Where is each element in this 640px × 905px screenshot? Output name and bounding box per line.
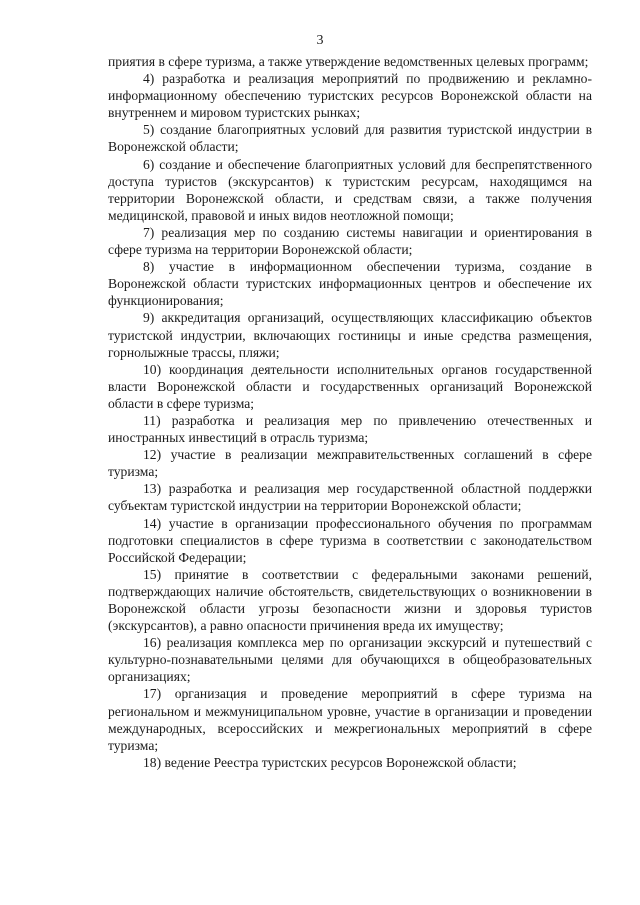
paragraph-item-13: 13) разработка и реализация мер государственной областной поддержки субъектам туристской индустрии на территории Воронежской области;: [108, 481, 592, 514]
paragraph-item-18: 18) ведение Реестра туристских ресурсов Воронежской области;: [143, 754, 517, 770]
paragraph-item-8: 8) участие в информационном обеспечении туризма, создание в Воронежской области туристских информационных центров и обеспечение их функционирования;: [108, 259, 592, 309]
paragraph-item-9: 9) аккредитация организаций, осуществляющих классификацию объектов туристской индустрии, включающих гостиницы и иные средства размещения, горнолыжные трассы, пляжи;: [108, 310, 592, 360]
paragraph-item-4: 4) разработка и реализация мероприятий по продвижению и рекламно-информационному обеспечению туристских ресурсов Воронежской области на внутреннем и мировом туристских рынках;: [108, 71, 592, 121]
paragraph-item-6: 6) создание и обеспечение благоприятных условий для беспрепятственного доступа туристов (экскурсантов) к туристским ресурсам, находящимся на территории Воронежской области, и средствам связи, а также получения медицинской, правовой и иных видов неотложной помощи;: [108, 156, 592, 223]
paragraph-item-10: 10) координация деятельности исполнительных органов государственной власти Воронежской области и государственных организаций Воронежской области в сфере туризма;: [108, 361, 592, 411]
paragraph-continuation: приятия в сфере туризма, а также утверждение ведомственных целевых программ;: [108, 54, 589, 69]
paragraph-item-17: 17) организация и проведение мероприятий в сфере туризма на региональном и межмуниципальном уровне, участие в организации и проведении международных, всероссийских и межрегиональных мероприятий в сфере туризма;: [108, 686, 592, 753]
paragraph-item-15: 15) принятие в соответствии с федеральными законами решений, подтверждающих наличие обстоятельств, свидетельствующих о возникновении в Воронежской области угрозы безопасности жизни и здоровья туристов (экскурсантов), а равно опасности причинения вреда их имуществу;: [108, 566, 592, 634]
paragraph-item-5: 5) создание благоприятных условий для развития туристской индустрии в Воронежской области;: [108, 122, 592, 155]
document-body: [108, 53, 592, 771]
paragraph-item-14: 14) участие в организации профессионального обучения по программам подготовки специалистов в сфере туризма в соответствии с законодательством Российской Федерации;: [108, 515, 592, 565]
paragraph-item-7: 7) реализация мер по созданию системы навигации и ориентирования в сфере туризма на территории Воронежской области;: [108, 224, 592, 258]
paragraph-item-11: 11) разработка и реализация мер по привлечению отечественных и иностранных инвестиций в отрасль туризма;: [108, 412, 592, 446]
paragraph-item-16: 16) реализация комплекса мер по организации экскурсий и путешествий с культурно-познавательными целями для обучающихся в общеобразовательных организациях;: [108, 635, 592, 685]
paragraph-item-12: 12) участие в реализации межправительственных соглашений в сфере туризма;: [108, 447, 592, 480]
page-number: 3: [316, 33, 324, 48]
